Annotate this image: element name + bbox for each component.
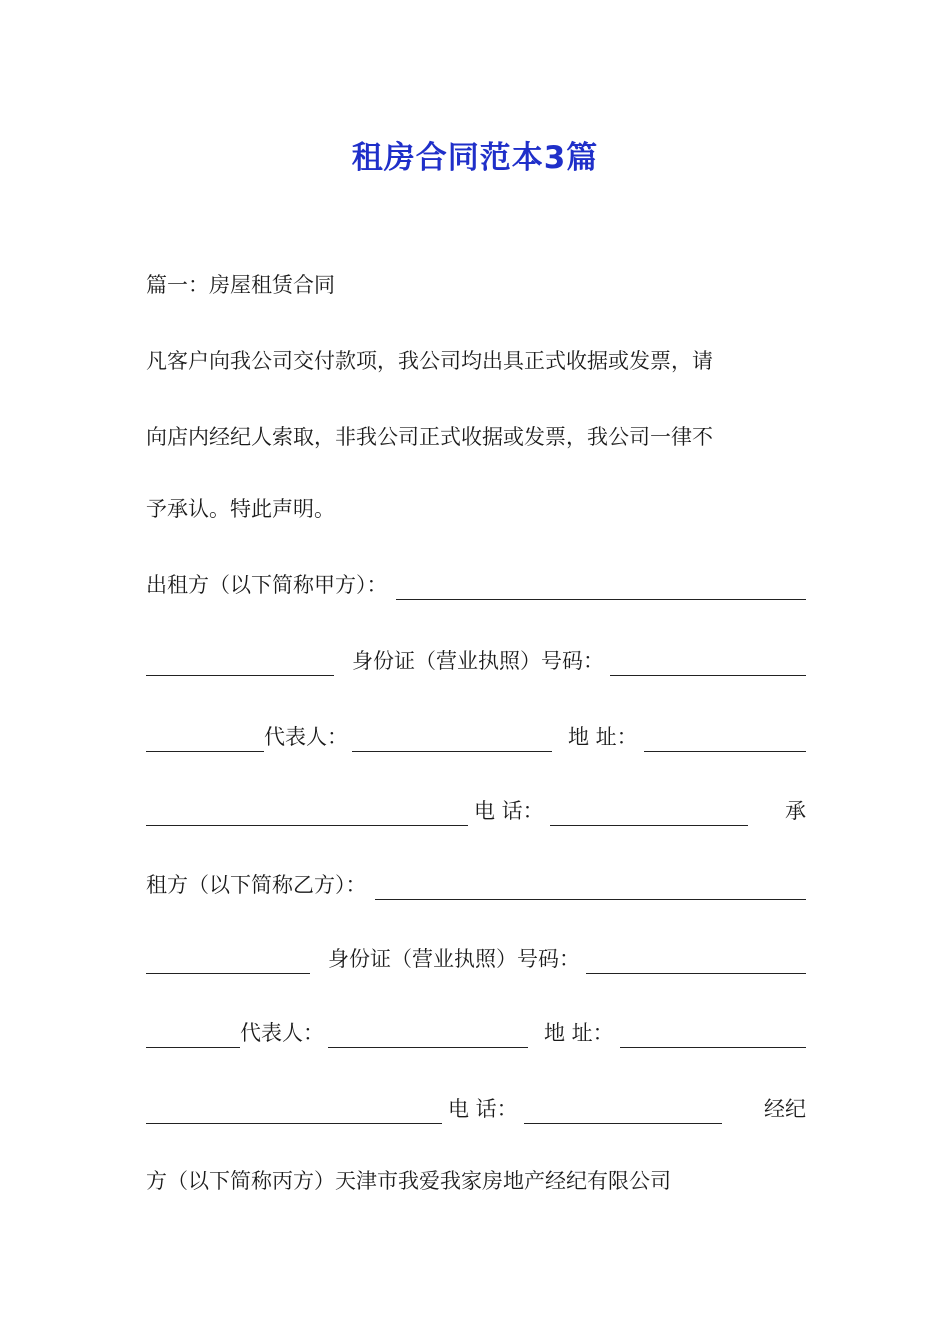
party-b-id-blank-cont[interactable] xyxy=(146,1025,240,1048)
party-a-id-blank-cont[interactable] xyxy=(146,729,264,752)
party-b-id-blank[interactable] xyxy=(586,951,806,974)
party-b-addr-blank-cont[interactable] xyxy=(146,1101,442,1124)
party-a-rep-blank[interactable] xyxy=(352,729,552,752)
party-a-id-blank[interactable] xyxy=(610,653,806,676)
party-b-id-row xyxy=(146,944,806,974)
party-a-phone-blank[interactable] xyxy=(550,803,748,826)
party-b-name-blank[interactable] xyxy=(375,877,807,900)
party-a-label: 出租方（以下简称甲方）： xyxy=(146,573,388,597)
party-a-rep-label: 代表人： xyxy=(264,725,348,749)
notice-line-1: 凡客户向我公司交付款项，我公司均出具正式收据或发票，请 xyxy=(146,349,713,373)
notice-line-3: 予承认。特此声明。 xyxy=(146,497,335,521)
party-b-phone-blank[interactable] xyxy=(524,1101,722,1124)
party-a-addr-label: 地 址： xyxy=(568,725,638,749)
party-b-phone-row xyxy=(146,1094,806,1124)
party-a-rep-row xyxy=(146,722,806,752)
party-b-phone-label: 电 话： xyxy=(448,1097,518,1121)
party-b-name-blank-cont[interactable] xyxy=(146,951,310,974)
party-a-id-row xyxy=(146,646,806,676)
notice-line-2: 向店内经纪人索取，非我公司正式收据或发票，我公司一律不 xyxy=(146,425,713,449)
party-b-rep-blank[interactable] xyxy=(328,1025,528,1048)
document-title: 租房合同范本3篇 xyxy=(351,140,599,176)
party-a-addr-blank[interactable] xyxy=(644,729,806,752)
party-c-label-start: 经纪 xyxy=(764,1097,806,1121)
party-a-phone-label: 电 话： xyxy=(474,799,544,823)
section-heading: 篇一：房屋租赁合同 xyxy=(146,273,335,297)
party-b-addr-label: 地 址： xyxy=(544,1021,614,1045)
party-b-rep-label: 代表人： xyxy=(240,1021,324,1045)
party-a-name-row xyxy=(146,570,806,600)
party-b-addr-blank[interactable] xyxy=(620,1025,806,1048)
party-a-phone-row xyxy=(146,796,806,826)
party-b-name-row xyxy=(146,870,806,900)
party-a-id-label: 身份证（营业执照）号码： xyxy=(352,649,604,673)
party-a-name-blank-cont[interactable] xyxy=(146,653,334,676)
party-a-name-blank[interactable] xyxy=(396,577,807,600)
party-b-label: 租方（以下简称乙方）： xyxy=(146,873,367,897)
party-c-label: 方（以下简称丙方）天津市我爱我家房地产经纪有限公司 xyxy=(146,1169,671,1193)
party-b-label-start: 承 xyxy=(785,799,806,823)
party-a-addr-blank-cont[interactable] xyxy=(146,803,468,826)
party-b-id-label: 身份证（营业执照）号码： xyxy=(328,947,580,971)
party-b-rep-row xyxy=(146,1018,806,1048)
